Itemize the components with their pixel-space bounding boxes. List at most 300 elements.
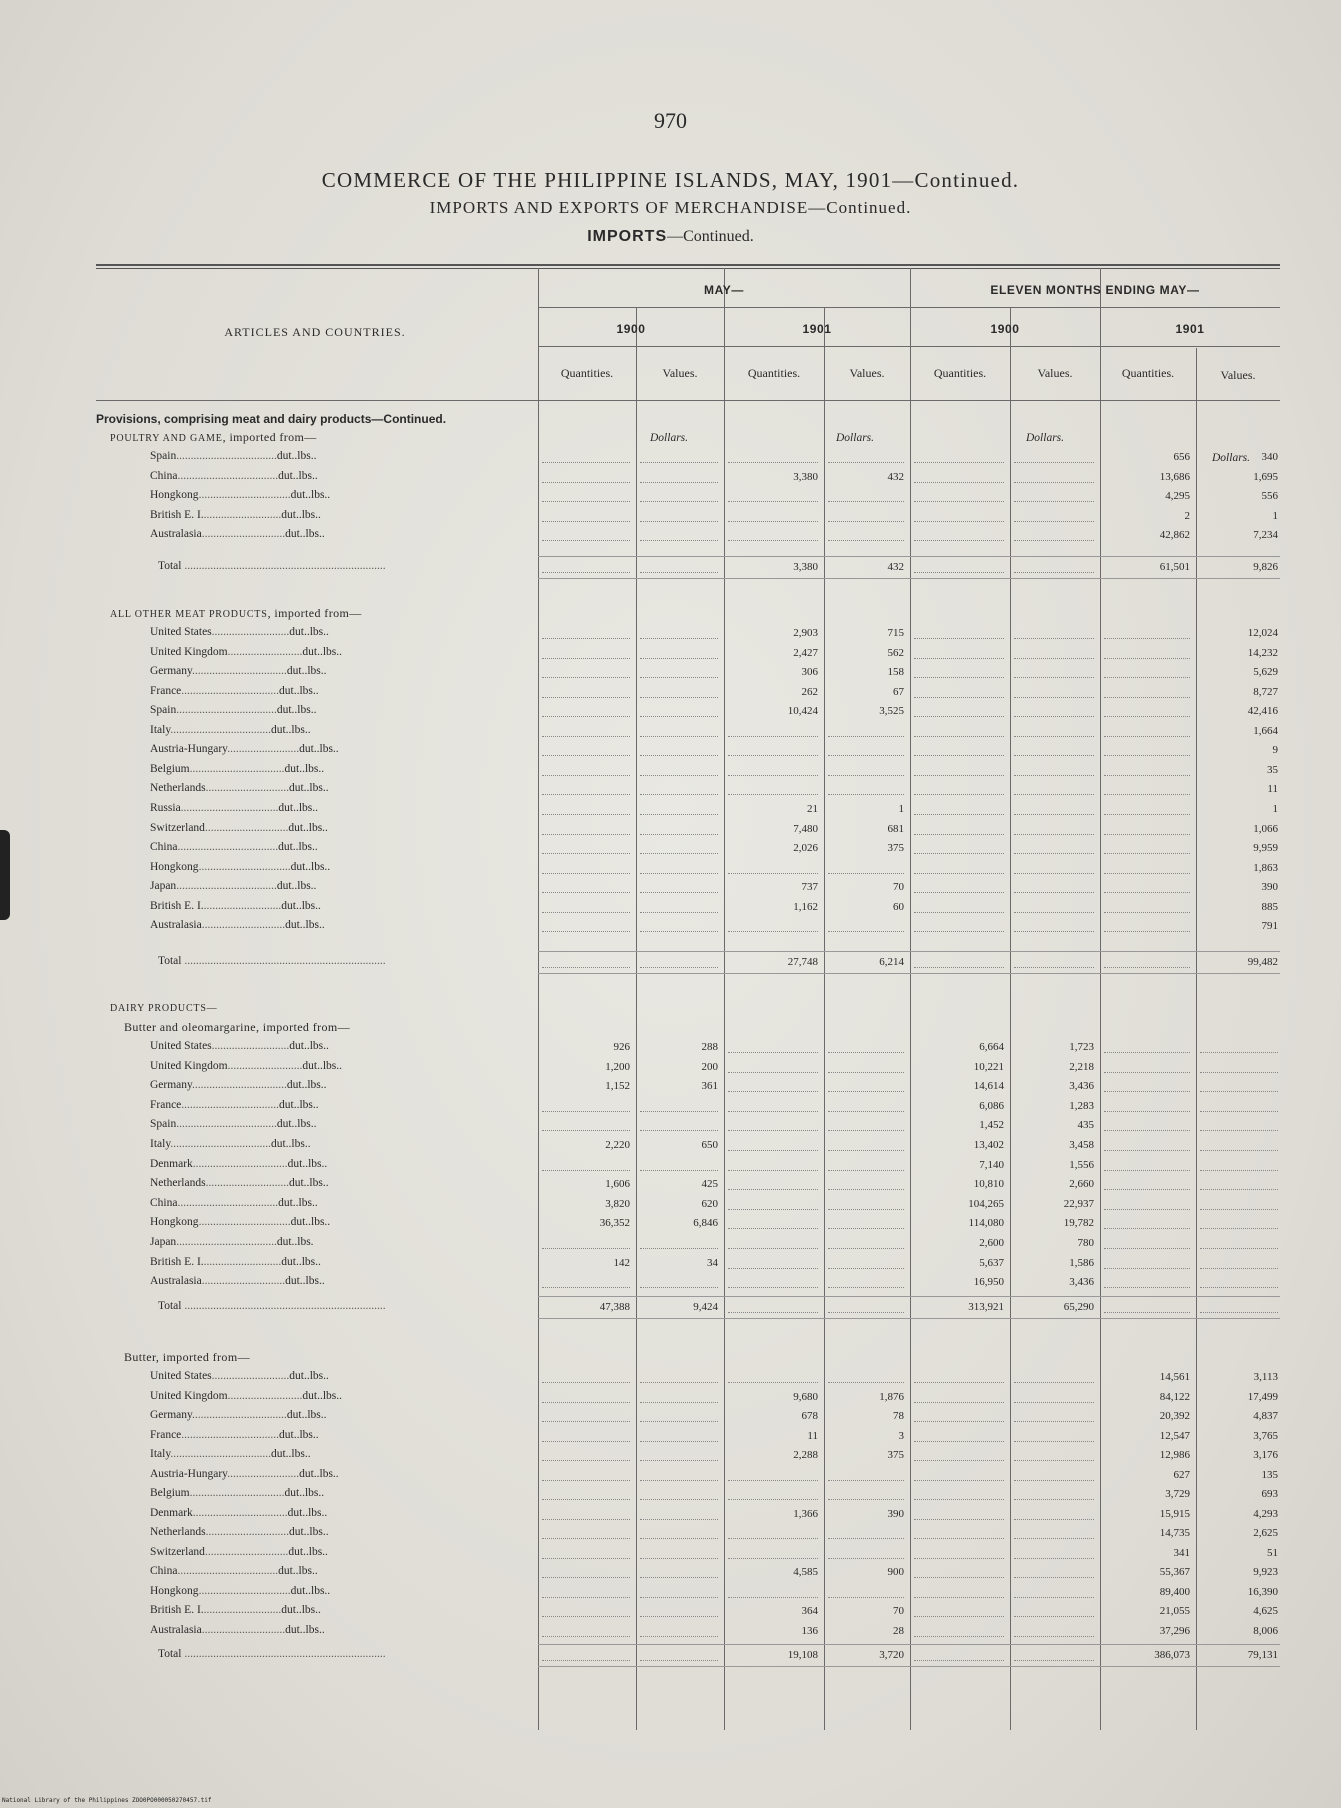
- value-cell: 9,826: [1253, 561, 1278, 573]
- empty-cell-leader: [1104, 1189, 1190, 1190]
- country-name: Total: [158, 560, 182, 572]
- row-label: [150, 1604, 528, 1616]
- empty-cell-leader: [1104, 1111, 1190, 1112]
- empty-cell-leader: [828, 1170, 904, 1171]
- leader-dots: ...........................: [203, 899, 282, 912]
- empty-cell-leader: [1104, 1052, 1190, 1053]
- leader-dots: ......................................................................: [181, 560, 386, 572]
- row-label: [150, 1468, 528, 1480]
- empty-cell-leader: [542, 1558, 630, 1559]
- empty-cell-leader: [828, 1052, 904, 1053]
- empty-cell-leader: [640, 892, 718, 893]
- unit-label: dut..lbs..: [289, 1040, 329, 1052]
- empty-cell-leader: [542, 873, 630, 874]
- empty-cell-leader: [1200, 1170, 1278, 1171]
- unit-label: dut..lbs..: [276, 880, 317, 893]
- total-rule: [538, 1644, 1280, 1645]
- empty-cell-leader: [542, 540, 630, 541]
- empty-cell-leader: [914, 1616, 1004, 1617]
- empty-cell-leader: [1104, 1170, 1190, 1171]
- value-cell: 432: [887, 470, 904, 483]
- value-cell: 60: [893, 900, 904, 913]
- empty-cell-leader: [828, 1268, 904, 1269]
- row-label: [150, 685, 528, 697]
- empty-cell-leader: [914, 462, 1004, 463]
- table-row: [0, 470, 1341, 488]
- empty-cell-leader: [640, 755, 718, 756]
- section-title-bold: IMPORTS: [587, 228, 668, 245]
- value-cell: 340: [1261, 451, 1278, 463]
- empty-cell-leader: [914, 912, 1004, 913]
- value-cell: 70: [893, 881, 904, 894]
- table-row: [0, 861, 1341, 879]
- value-cell: 28: [893, 1624, 904, 1637]
- empty-cell-leader: [728, 1170, 818, 1171]
- value-cell: 4,585: [793, 1566, 818, 1578]
- empty-cell-leader: [1104, 658, 1190, 659]
- row-label: [150, 880, 528, 892]
- empty-cell-leader: [914, 814, 1004, 815]
- empty-cell-leader: [542, 658, 630, 659]
- empty-cell-leader: [828, 1130, 904, 1131]
- value-cell: 135: [1261, 1468, 1278, 1481]
- empty-cell-leader: [542, 1597, 630, 1598]
- empty-cell-leader: [1104, 853, 1190, 854]
- empty-cell-leader: [1014, 967, 1094, 968]
- value-cell: 2,288: [793, 1449, 818, 1461]
- value-cell: 435: [1077, 1119, 1094, 1132]
- country-name: Spain: [150, 1118, 177, 1131]
- leader-dots: ......................................................................: [181, 1300, 386, 1312]
- scan-footer: National Library of the Philippines ZOO0PO000050270457.tif: [2, 1797, 212, 1804]
- empty-cell-leader: [1200, 1150, 1278, 1151]
- empty-cell-leader: [542, 1170, 630, 1171]
- empty-cell-leader: [640, 912, 718, 913]
- table-row: [0, 1624, 1341, 1642]
- unit-label: dut..lbs..: [302, 1389, 342, 1402]
- country-name: Austria-Hungary: [150, 743, 228, 756]
- value-cell: 5,629: [1253, 666, 1278, 679]
- value-cell: 390: [887, 1507, 904, 1520]
- unit-label: dut..lbs..: [285, 1275, 325, 1288]
- row-label: [150, 1526, 528, 1538]
- empty-cell-leader: [640, 1460, 718, 1461]
- empty-cell-leader: [1014, 1382, 1094, 1383]
- row-label: [150, 1585, 528, 1597]
- country-name: Total: [158, 1648, 182, 1660]
- empty-cell-leader: [1014, 775, 1094, 776]
- value-cell: 9,923: [1253, 1566, 1278, 1578]
- table-row: [0, 1526, 1341, 1544]
- value-cell: 2,220: [605, 1139, 630, 1151]
- leader-dots: ...................................: [176, 1118, 277, 1131]
- row-label: [150, 509, 528, 521]
- country-name: Spain: [150, 450, 177, 462]
- empty-cell-leader: [542, 521, 630, 522]
- empty-cell-leader: [640, 1248, 718, 1249]
- leader-dots: ..................................: [180, 801, 279, 814]
- empty-cell-leader: [1014, 638, 1094, 639]
- value-cell: 288: [701, 1041, 718, 1053]
- page-title: COMMERCE OF THE PHILIPPINE ISLANDS, MAY, 1901—Continued.: [321, 168, 1020, 192]
- value-cell: 3,458: [1069, 1139, 1094, 1151]
- empty-cell-leader: [914, 1660, 1004, 1661]
- empty-cell-leader: [1200, 1091, 1278, 1092]
- leader-dots: .............................: [204, 1545, 289, 1558]
- value-cell: 11: [1267, 783, 1278, 796]
- empty-cell-leader: [728, 1091, 818, 1092]
- empty-cell-leader: [1200, 1287, 1278, 1288]
- unit-label: dut..lbs..: [279, 684, 319, 697]
- empty-cell-leader: [828, 1189, 904, 1190]
- leader-dots: ................................: [198, 489, 291, 502]
- empty-cell-leader: [728, 775, 818, 776]
- col-header-may: MAY—: [704, 283, 744, 297]
- empty-cell-leader: [640, 1402, 718, 1403]
- row-label: [150, 1118, 528, 1130]
- row-label: [150, 1275, 528, 1287]
- leader-dots: ..................................: [181, 1098, 280, 1111]
- empty-cell-leader: [542, 1519, 630, 1520]
- leader-dots: ...........................: [211, 1040, 290, 1052]
- unit-label: dut..lbs..: [281, 899, 321, 912]
- row-label: [150, 1565, 528, 1577]
- row-label: [150, 1158, 528, 1170]
- empty-cell-leader: [828, 1150, 904, 1151]
- value-cell: 1,366: [793, 1507, 818, 1520]
- country-name: Netherlands: [150, 1526, 206, 1538]
- country-name: Switzerland: [150, 821, 205, 834]
- leader-dots: ...................................: [170, 1138, 271, 1150]
- empty-cell-leader: [728, 1228, 818, 1229]
- value-cell: 3,720: [879, 1649, 904, 1661]
- empty-cell-leader: [1014, 658, 1094, 659]
- empty-cell-leader: [914, 873, 1004, 874]
- empty-cell-leader: [1104, 931, 1190, 932]
- leader-dots: .............................: [201, 1275, 286, 1288]
- empty-cell-leader: [542, 1441, 630, 1442]
- leader-dots: .................................: [189, 1487, 285, 1499]
- value-cell: 885: [1261, 900, 1278, 913]
- empty-cell-leader: [728, 1382, 818, 1383]
- empty-cell-leader: [1014, 892, 1094, 893]
- country-name: Denmark: [150, 1506, 193, 1519]
- value-cell: 7,234: [1253, 529, 1278, 542]
- value-cell: 2,026: [793, 842, 818, 855]
- row-label: [158, 1300, 536, 1312]
- empty-cell-leader: [914, 658, 1004, 659]
- empty-cell-leader: [1014, 834, 1094, 835]
- value-cell: 693: [1261, 1488, 1278, 1500]
- value-cell: 780: [1077, 1237, 1094, 1249]
- country-name: China: [150, 469, 178, 482]
- empty-cell-leader: [914, 716, 1004, 717]
- value-cell: 114,080: [968, 1217, 1004, 1230]
- country-name: United States: [150, 1370, 212, 1382]
- leader-dots: ................................: [198, 860, 291, 873]
- table-row: [0, 841, 1341, 859]
- leader-dots: ......................................................................: [181, 1648, 386, 1660]
- value-cell: 678: [801, 1410, 818, 1422]
- country-name: United Kingdom: [150, 1389, 228, 1402]
- empty-cell-leader: [1014, 1441, 1094, 1442]
- value-cell: 8,727: [1253, 685, 1278, 698]
- empty-cell-leader: [728, 931, 818, 932]
- empty-cell-leader: [828, 1248, 904, 1249]
- empty-cell-leader: [542, 814, 630, 815]
- value-cell: 22,937: [1063, 1197, 1094, 1210]
- empty-cell-leader: [640, 638, 718, 639]
- row-label: [150, 646, 528, 658]
- empty-cell-leader: [1014, 482, 1094, 483]
- value-cell: 9: [1272, 744, 1278, 757]
- value-cell: 791: [1261, 920, 1278, 933]
- value-cell: 4,625: [1253, 1605, 1278, 1617]
- empty-cell-leader: [728, 501, 818, 502]
- leader-dots: .................................: [192, 665, 287, 678]
- total-row: [0, 1648, 1341, 1666]
- empty-cell-leader: [640, 967, 718, 968]
- empty-cell-leader: [542, 462, 630, 463]
- unit-label: dut..lbs..: [288, 1545, 328, 1558]
- country-name: Germany: [150, 1409, 193, 1421]
- value-cell: 313,921: [968, 1301, 1004, 1313]
- unit-label: dut..lbs..: [287, 1157, 328, 1170]
- empty-cell-leader: [1014, 521, 1094, 522]
- value-cell: 6,214: [879, 956, 904, 968]
- col-header-values: Values.: [1220, 368, 1256, 382]
- table-row: [0, 1236, 1341, 1254]
- value-cell: 3,380: [793, 470, 818, 483]
- leader-dots: ...................................: [170, 1448, 271, 1460]
- empty-cell-leader: [728, 1597, 818, 1598]
- value-cell: 1,200: [605, 1060, 630, 1073]
- empty-cell-leader: [1200, 1111, 1278, 1112]
- section-heading-caps: POULTRY AND GAME: [110, 433, 223, 444]
- value-cell: 14,232: [1247, 646, 1278, 659]
- unit-label: dut..lbs..: [270, 1138, 311, 1150]
- empty-cell-leader: [828, 1209, 904, 1210]
- country-name: Netherlands: [150, 1177, 206, 1190]
- header-bottom-rule: [96, 400, 1280, 401]
- empty-cell-leader: [1104, 1268, 1190, 1269]
- value-cell: 84,122: [1159, 1390, 1190, 1403]
- empty-cell-leader: [640, 1499, 718, 1500]
- value-cell: 21: [807, 802, 818, 815]
- value-cell: 1: [1272, 802, 1278, 815]
- row-label: [150, 900, 528, 912]
- value-cell: 1,066: [1253, 822, 1278, 835]
- empty-cell-leader: [828, 1111, 904, 1112]
- row-label: [150, 704, 528, 716]
- table-top-rule: [96, 264, 1280, 266]
- value-cell: 1,452: [979, 1119, 1004, 1132]
- value-cell: 6,846: [693, 1217, 718, 1230]
- empty-cell-leader: [640, 716, 718, 717]
- empty-cell-leader: [728, 1287, 818, 1288]
- empty-cell-leader: [542, 834, 630, 835]
- empty-cell-leader: [1104, 716, 1190, 717]
- section-title-rest: —Continued.: [667, 228, 754, 245]
- value-cell: 27,748: [787, 956, 818, 968]
- unit-label: dut..lbs..: [299, 743, 339, 756]
- value-cell: 681: [887, 822, 904, 835]
- table-row: [0, 665, 1341, 683]
- table-row: [0, 1216, 1341, 1234]
- row-label: [150, 1409, 528, 1421]
- empty-cell-leader: [1014, 794, 1094, 795]
- value-cell: 4,295: [1165, 490, 1190, 503]
- value-cell: 432: [887, 561, 904, 573]
- unit-label: dut..lbs..: [302, 645, 342, 658]
- row-label: [150, 1256, 528, 1268]
- table-row: [0, 1585, 1341, 1603]
- empty-cell-leader: [542, 967, 630, 968]
- value-cell: 2,903: [793, 627, 818, 639]
- value-cell: 627: [1173, 1468, 1190, 1481]
- empty-cell-leader: [914, 540, 1004, 541]
- country-name: Japan: [150, 1236, 177, 1248]
- table-row: [0, 489, 1341, 507]
- page-subtitle: IMPORTS AND EXPORTS OF MERCHANDISE—Continued.: [429, 198, 912, 217]
- empty-cell-leader: [914, 775, 1004, 776]
- empty-cell-leader: [914, 736, 1004, 737]
- empty-cell-leader: [1014, 1616, 1094, 1617]
- empty-cell-leader: [828, 521, 904, 522]
- empty-cell-leader: [1014, 814, 1094, 815]
- value-cell: 562: [887, 646, 904, 659]
- value-cell: 10,424: [787, 705, 818, 718]
- empty-cell-leader: [640, 1538, 718, 1539]
- leader-dots: ...........................: [203, 1604, 282, 1616]
- empty-cell-leader: [1014, 1538, 1094, 1539]
- country-name: United Kingdom: [150, 1059, 228, 1072]
- country-name: China: [150, 1196, 178, 1209]
- unit-label: dut..lbs..: [281, 1604, 321, 1616]
- table-row: [0, 626, 1341, 644]
- row-label: [150, 802, 528, 814]
- section-end-rule: [538, 1666, 1280, 1667]
- value-cell: 1,863: [1253, 861, 1278, 874]
- country-name: Spain: [150, 704, 177, 717]
- value-cell: 14,614: [973, 1080, 1004, 1093]
- empty-cell-leader: [640, 462, 718, 463]
- section-heading: [110, 606, 362, 621]
- empty-cell-leader: [542, 677, 630, 678]
- empty-cell-leader: [914, 1538, 1004, 1539]
- section-end-rule: [538, 578, 1280, 579]
- empty-cell-leader: [1014, 853, 1094, 854]
- row-label: [158, 560, 536, 572]
- table-row: [0, 1079, 1341, 1097]
- value-cell: 6,664: [979, 1041, 1004, 1053]
- empty-cell-leader: [1014, 931, 1094, 932]
- empty-cell-leader: [640, 1558, 718, 1559]
- empty-cell-leader: [828, 736, 904, 737]
- empty-cell-leader: [542, 853, 630, 854]
- row-label: [150, 626, 528, 638]
- table-row: [0, 1448, 1341, 1466]
- unit-label: dut..lbs..: [286, 1079, 327, 1092]
- empty-cell-leader: [914, 1636, 1004, 1637]
- row-label: [150, 1060, 528, 1072]
- value-cell: 3,820: [605, 1197, 630, 1210]
- empty-cell-leader: [1014, 755, 1094, 756]
- empty-cell-leader: [1014, 462, 1094, 463]
- value-cell: 16,950: [973, 1276, 1004, 1289]
- unit-label: dut..lbs..: [278, 1565, 318, 1577]
- value-cell: 620: [701, 1197, 718, 1210]
- table-row: [0, 1060, 1341, 1078]
- section-end-rule: [538, 973, 1280, 974]
- row-label: [150, 743, 528, 755]
- row-label: [150, 861, 528, 873]
- dollars-label: Dollars.: [836, 432, 875, 444]
- table-row: [0, 1370, 1341, 1388]
- table-top-rule-2: [96, 268, 1280, 269]
- unit-label: dut..lbs..: [279, 1098, 319, 1111]
- value-cell: 4,837: [1253, 1410, 1278, 1422]
- col-header-quantities: Quantities.: [933, 366, 987, 380]
- value-cell: 425: [701, 1178, 718, 1191]
- country-name: China: [150, 1565, 178, 1577]
- row-label: [150, 528, 528, 540]
- empty-cell-leader: [640, 814, 718, 815]
- value-cell: 14,561: [1159, 1371, 1190, 1383]
- empty-cell-leader: [542, 638, 630, 639]
- empty-cell-leader: [640, 853, 718, 854]
- empty-cell-leader: [914, 967, 1004, 968]
- country-name: Australasia: [150, 528, 202, 541]
- empty-cell-leader: [914, 892, 1004, 893]
- value-cell: 3,380: [793, 561, 818, 573]
- empty-cell-leader: [640, 1111, 718, 1112]
- country-name: France: [150, 1098, 182, 1111]
- value-cell: 136: [801, 1624, 818, 1637]
- empty-cell-leader: [542, 931, 630, 932]
- empty-cell-leader: [640, 482, 718, 483]
- row-label: [150, 1099, 528, 1111]
- empty-cell-leader: [542, 1421, 630, 1422]
- empty-cell-leader: [640, 1170, 718, 1171]
- value-cell: 13,686: [1159, 470, 1190, 483]
- row-label: [150, 1197, 528, 1209]
- empty-cell-leader: [828, 462, 904, 463]
- leader-dots: .............................: [201, 919, 286, 932]
- empty-cell-leader: [640, 1597, 718, 1598]
- table-row: [0, 802, 1341, 820]
- value-cell: 67: [893, 685, 904, 698]
- leader-dots: ..........................: [227, 1059, 303, 1072]
- leader-dots: .............................: [201, 528, 286, 541]
- leader-dots: ...........................: [203, 508, 282, 521]
- country-name: United States: [150, 626, 212, 638]
- empty-cell-leader: [828, 1480, 904, 1481]
- leader-dots: ................................: [198, 1216, 291, 1229]
- empty-cell-leader: [728, 1538, 818, 1539]
- table-row: [0, 704, 1341, 722]
- leader-dots: ...................................: [177, 841, 279, 854]
- empty-cell-leader: [1104, 736, 1190, 737]
- empty-cell-leader: [640, 677, 718, 678]
- table-row: [0, 1040, 1341, 1058]
- row-label: [158, 955, 536, 967]
- empty-cell-leader: [728, 873, 818, 874]
- value-cell: 13,402: [973, 1139, 1004, 1151]
- value-cell: 10,221: [973, 1060, 1004, 1073]
- empty-cell-leader: [1014, 1636, 1094, 1637]
- row-label: [150, 1216, 528, 1228]
